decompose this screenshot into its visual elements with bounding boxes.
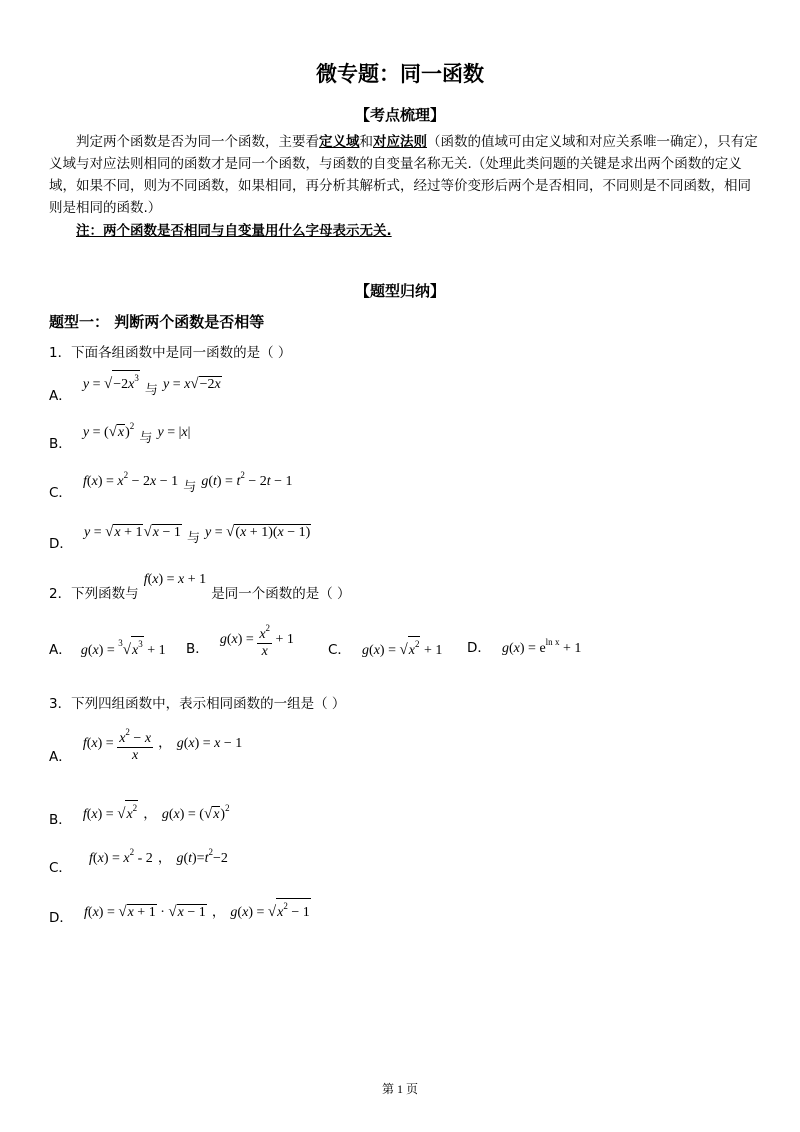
question-1-stem: 1．下面各组函数中是同一函数的是（ ） (49, 345, 292, 361)
note-line: 注：两个函数是否相同与自变量用什么字母表示无关. (76, 223, 392, 239)
q2-option-d (467, 636, 581, 657)
formula: y = √(x + 1)(x − 1) (205, 524, 311, 540)
keyword-rule: 对应法则 (373, 134, 427, 150)
summary-text-part: 和 (359, 134, 373, 150)
q3-option-c (49, 846, 228, 876)
q1-option-d (49, 520, 311, 552)
formula: f(x) = $\frac{x^2 - x}{x}$ (83, 736, 153, 751)
page-title: 微专题：同一函数 (316, 62, 484, 86)
formula: $g(t) = t^2 - 2t - 1$ (201, 470, 293, 489)
formula: g(x) = x − 1 (176, 736, 243, 752)
q1-option-a (49, 370, 222, 404)
formula: $g(t)=t^2-2$ (176, 847, 228, 866)
question-3-stem: 3．下列四组函数中，表示相同函数的一组是（ ） (49, 696, 346, 712)
formula: $g(x) = √x^2 - 1$ (230, 905, 310, 920)
q2-option-a (49, 636, 166, 659)
formula: y = √x + 1√x − 1 (84, 524, 181, 540)
formula: $y = √-2x^3$ (83, 377, 140, 392)
option-label: B． (49, 812, 72, 828)
formula: g(x) = $\frac{x^2}{x}$ + 1 (220, 632, 294, 647)
type-heading: 题型一： 判断两个函数是否相等 (49, 313, 265, 331)
formula: f(x) = x + 1 (143, 572, 207, 587)
formula: y = |x| (157, 425, 191, 440)
option-label: A． (49, 388, 72, 404)
q3-option-d (49, 898, 311, 926)
option-label: A． (49, 749, 72, 766)
summary-text-part: （函数的值域可由定义域和对应关系唯一确定），只有定义域与对应法则相同的函数才是同一个函数，与函数的自变量名称无关.（处理此类问题的关键是求出两个函数的定义域，如果不同，则为不同函数，如果相同，再分析其解析式，经过等价变形后两个是否相同，不同则是不同函数，相同则是相同的函数.） (49, 134, 758, 216)
option-label: D． (49, 536, 73, 552)
formula: $f(x) = x^2 - 2x - 1$ (83, 470, 179, 489)
page-number: 第 1 页 (381, 1082, 418, 1096)
formula: f(x) = √x + 1 · √x − 1 (84, 904, 206, 920)
option-label: C． (49, 485, 72, 501)
question-2-stem (49, 567, 351, 602)
separator: ， (143, 806, 157, 822)
section-heading-types: 【题型归纳】 (354, 282, 445, 300)
option-label: C． (328, 642, 351, 658)
formula: $y = (√x)^2$ (82, 421, 135, 440)
stem-text: 2．下列函数与 (49, 586, 139, 602)
connector-text: 与 (139, 431, 153, 446)
separator: ， (211, 904, 226, 920)
option-label: B． (49, 436, 72, 452)
q2-option-b (186, 620, 294, 660)
keyword-domain: 定义域 (319, 134, 360, 150)
connector-text: 与 (183, 480, 197, 495)
summary-text (49, 131, 761, 219)
stem-text: 是同一个函数的是（ ） (211, 586, 351, 602)
connector-text: 与 (186, 531, 200, 546)
option-label: A． (49, 642, 72, 658)
option-label: D． (49, 910, 73, 926)
formula: $g(x) = e^{ln x} + 1$ (502, 637, 582, 656)
q2-option-c (328, 636, 442, 659)
section-heading-summary: 【考点梳理】 (354, 106, 445, 124)
summary-text-part: 判定两个函数是否为同一个函数，主要看 (76, 134, 319, 150)
formula: $f(x) = √x^2$ (83, 807, 138, 822)
option-label: B． (186, 641, 209, 658)
option-label: D． (467, 640, 491, 656)
q3-option-a (49, 724, 242, 764)
connector-text: 与 (144, 383, 158, 398)
q3-option-b (49, 800, 230, 828)
summary-paragraph (49, 131, 761, 219)
q1-option-c (49, 469, 293, 501)
q1-option-b (49, 420, 191, 452)
formula: $g(x) = √x^2 + 1$ (362, 643, 442, 658)
formula: y = x√−2x (163, 376, 221, 392)
formula: $g(x) = ^3√x^3 + 1$ (80, 638, 166, 658)
option-label: C． (49, 860, 72, 876)
formula: $f(x) = x^2 - 2$ (89, 847, 153, 866)
formula: $g(x) = (√x)^2$ (161, 803, 230, 822)
separator: ， (158, 735, 172, 752)
separator: ， (157, 850, 172, 866)
